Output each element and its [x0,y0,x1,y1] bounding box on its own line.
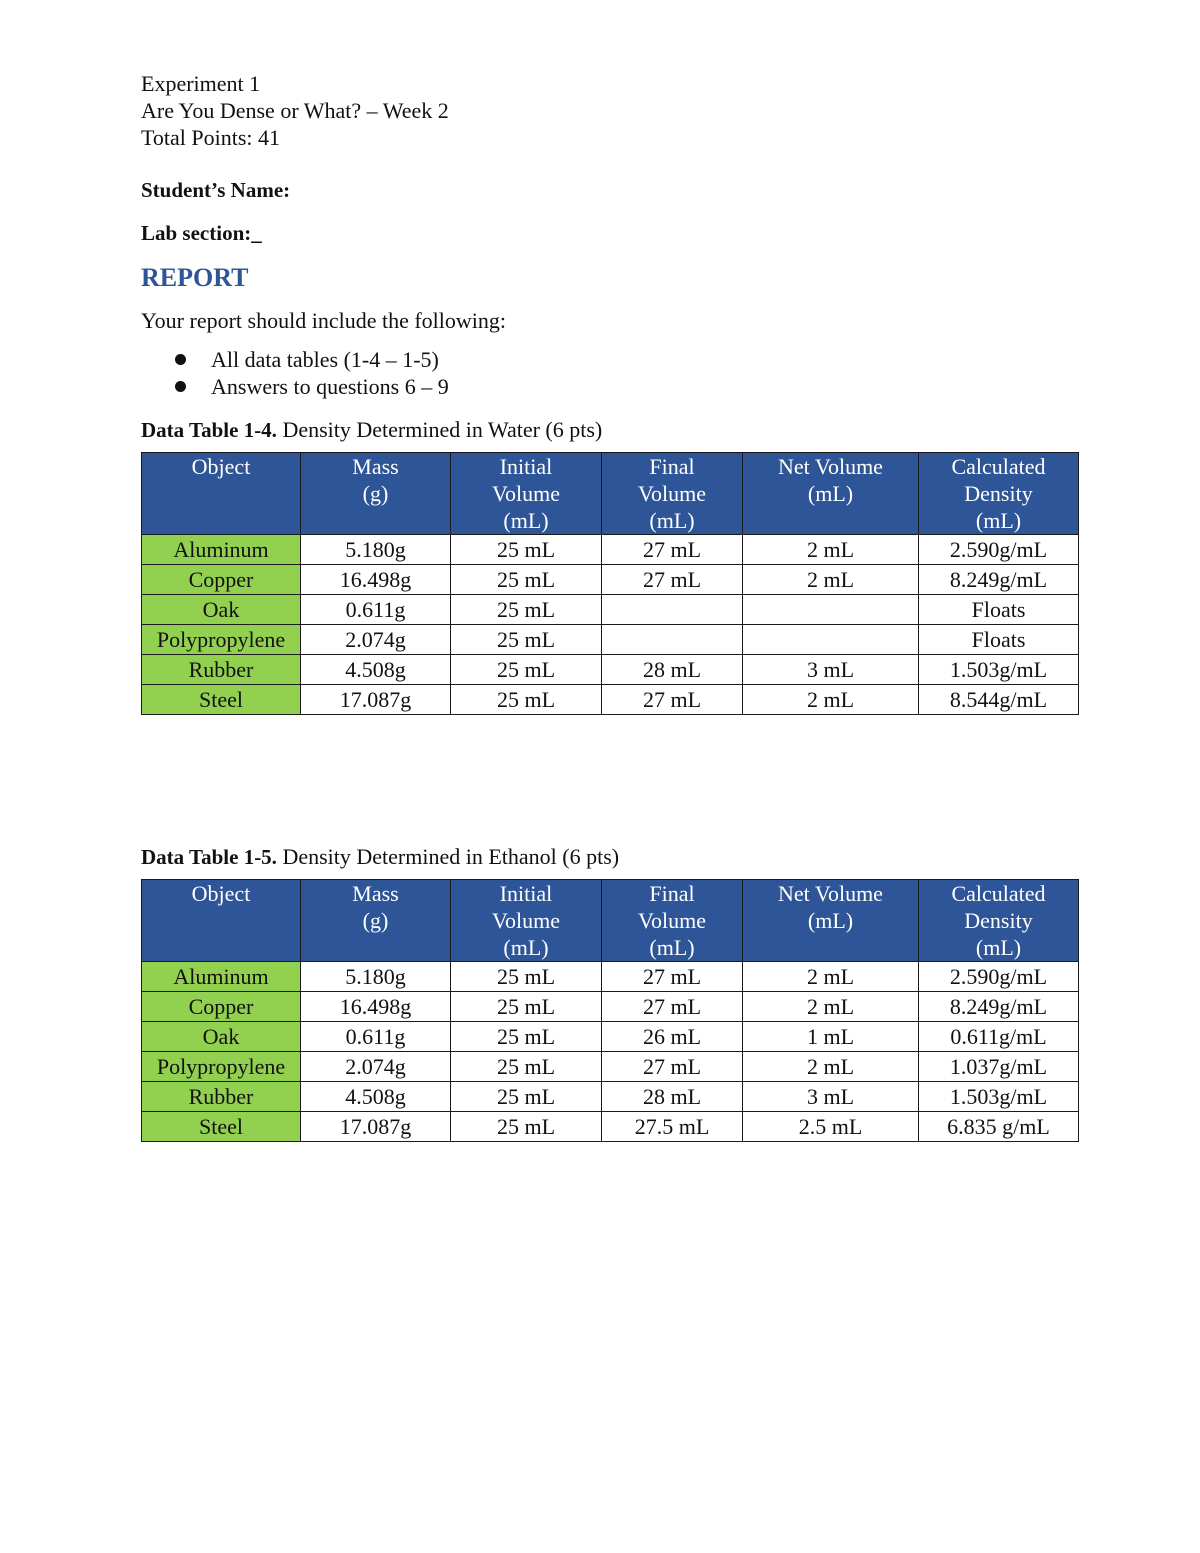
table-cell: 25 mL [451,535,602,565]
column-header [602,453,743,535]
table-cell: 2 mL [743,962,919,992]
column-header [142,880,301,962]
object-cell: Aluminum [142,535,301,565]
report-intro: Your report should include the following: [141,308,507,333]
list-item-text: Answers to questions 6 – 9 [211,374,449,399]
lab-section-label: Lab section:_ [141,221,262,245]
table-cell: 25 mL [451,685,602,715]
table-cell: 0.611g [301,595,451,625]
column-header [919,880,1079,962]
column-header-line: Volume [637,908,707,933]
column-header-line: Net Volume [778,881,883,906]
table-cell: 5.180g [301,535,451,565]
table-row [142,1082,1079,1112]
column-header-line: (mL) [807,481,854,506]
experiment-title: Are You Dense or What? – Week 2 [141,98,449,123]
column-header-line: (mL) [503,508,549,533]
table-cell: 2.590g/mL [919,535,1079,565]
table-cell: 2.5 mL [743,1112,919,1142]
table-cell [743,625,919,655]
table-cell: 3 mL [743,655,919,685]
column-header [301,880,451,962]
column-header-line: Initial [499,881,553,906]
table-cell: 2 mL [743,565,919,595]
table-row [142,655,1079,685]
column-header [602,880,743,962]
list-item-text: All data tables (1-4 – 1-5) [211,347,439,372]
report-requirements-list [141,346,1078,400]
table-cell: 17.087g [301,1112,451,1142]
column-header-line: Volume [491,481,561,506]
table-row [142,625,1079,655]
column-header-line: (mL) [975,508,1022,533]
table-cell: Floats [919,595,1079,625]
column-header-line: Calculated [951,881,1046,906]
table-cell: 3 mL [743,1082,919,1112]
table-row [142,962,1079,992]
table-cell [602,625,743,655]
column-header-line: (g) [362,481,389,506]
table-cell: 8.249g/mL [919,565,1079,595]
table-cell: 27 mL [602,962,743,992]
list-item [141,346,1078,373]
table-cell: 6.835 g/mL [919,1112,1079,1142]
table-cell: 1.503g/mL [919,655,1079,685]
table-cell: 8.249g/mL [919,992,1079,1022]
object-cell: Rubber [142,1082,301,1112]
table-row [142,595,1079,625]
table-cell: 1.503g/mL [919,1082,1079,1112]
data-table-water [141,452,1079,715]
table-cell: 27 mL [602,685,743,715]
column-header-line: (mL) [649,508,695,533]
report-heading: REPORT [141,263,249,292]
column-header-line: (mL) [975,935,1022,960]
table-caption-bold: Data Table 1-5. [141,845,277,869]
table-cell: 25 mL [451,595,602,625]
column-header [451,880,602,962]
student-name-label: Student’s Name: [141,178,291,202]
table-cell: 4.508g [301,655,451,685]
table-row [142,535,1079,565]
list-item [141,373,1078,400]
table-cell: 2.074g [301,1052,451,1082]
table-row [142,685,1079,715]
table-cell: 2 mL [743,685,919,715]
object-cell: Oak [142,595,301,625]
table-header-row [142,453,1079,535]
table-cell: 8.544g/mL [919,685,1079,715]
table-caption-bold: Data Table 1-4. [141,418,277,442]
table-cell: 25 mL [451,1082,602,1112]
experiment-number: Experiment 1 [141,71,261,96]
column-header-line: (mL) [807,908,854,933]
object-cell: Rubber [142,655,301,685]
table-cell [743,595,919,625]
table-cell: 2.590g/mL [919,962,1079,992]
column-header-line: Object [191,881,251,906]
table-cell: 27 mL [602,535,743,565]
table-caption-ethanol [141,843,1078,871]
column-header-line: Volume [637,481,707,506]
table-cell [602,595,743,625]
column-header [301,453,451,535]
table-cell: 25 mL [451,1112,602,1142]
table-cell: 27 mL [602,992,743,1022]
total-points: Total Points: 41 [141,125,281,150]
data-table-ethanol [141,879,1079,1142]
object-cell: Oak [142,1022,301,1052]
column-header-line: Density [964,908,1033,933]
object-cell: Copper [142,992,301,1022]
table-cell: 25 mL [451,1022,602,1052]
bullet-icon [175,381,186,392]
object-cell: Steel [142,1112,301,1142]
table-cell: 26 mL [602,1022,743,1052]
column-header-line: Mass [352,454,399,479]
table-row [142,1112,1079,1142]
table-cell: 16.498g [301,992,451,1022]
table-row [142,565,1079,595]
column-header-line: Calculated [951,454,1046,479]
table-cell: 25 mL [451,992,602,1022]
column-header [142,453,301,535]
column-header-line: (mL) [503,935,549,960]
column-header [743,880,919,962]
column-header [451,453,602,535]
table-cell: 1.037g/mL [919,1052,1079,1082]
table-cell: 25 mL [451,1052,602,1082]
table-cell: 28 mL [602,655,743,685]
object-cell: Polypropylene [142,1052,301,1082]
object-cell: Polypropylene [142,625,301,655]
table-cell: 28 mL [602,1082,743,1112]
column-header-line: (mL) [649,935,695,960]
table-cell: 0.611g/mL [919,1022,1079,1052]
table-row [142,1052,1079,1082]
table-cell: 2 mL [743,535,919,565]
object-cell: Copper [142,565,301,595]
column-header-line: Net Volume [778,454,883,479]
table-cell: 25 mL [451,962,602,992]
table-cell: 4.508g [301,1082,451,1112]
table-cell: 17.087g [301,685,451,715]
table-cell: 16.498g [301,565,451,595]
column-header-line: (g) [362,908,389,933]
column-header-line: Final [649,454,695,479]
column-header-line: Volume [491,908,561,933]
column-header-line: Object [191,454,251,479]
table-cell: 27.5 mL [602,1112,743,1142]
table-caption-water [141,416,1078,444]
table-cell: 5.180g [301,962,451,992]
table-cell: Floats [919,625,1079,655]
table-caption-text: Density Determined in Water (6 pts) [276,417,603,442]
table-caption-text: Density Determined in Ethanol (6 pts) [276,844,620,869]
table-cell: 27 mL [602,1052,743,1082]
column-header-line: Final [649,881,695,906]
table-header-row [142,880,1079,962]
table-cell: 25 mL [451,655,602,685]
column-header-line: Initial [499,454,553,479]
column-header-line: Density [964,481,1033,506]
table-cell: 0.611g [301,1022,451,1052]
column-header [743,453,919,535]
table-cell: 25 mL [451,565,602,595]
table-cell: 1 mL [743,1022,919,1052]
column-header-line: Mass [352,881,399,906]
table-cell: 2 mL [743,1052,919,1082]
object-cell: Steel [142,685,301,715]
table-cell: 25 mL [451,625,602,655]
table-row [142,992,1079,1022]
table-cell: 2 mL [743,992,919,1022]
table-cell: 2.074g [301,625,451,655]
table-cell: 27 mL [602,565,743,595]
document-page [141,70,1078,1142]
object-cell: Aluminum [142,962,301,992]
column-header [919,453,1079,535]
bullet-icon [175,354,186,365]
table-row [142,1022,1079,1052]
